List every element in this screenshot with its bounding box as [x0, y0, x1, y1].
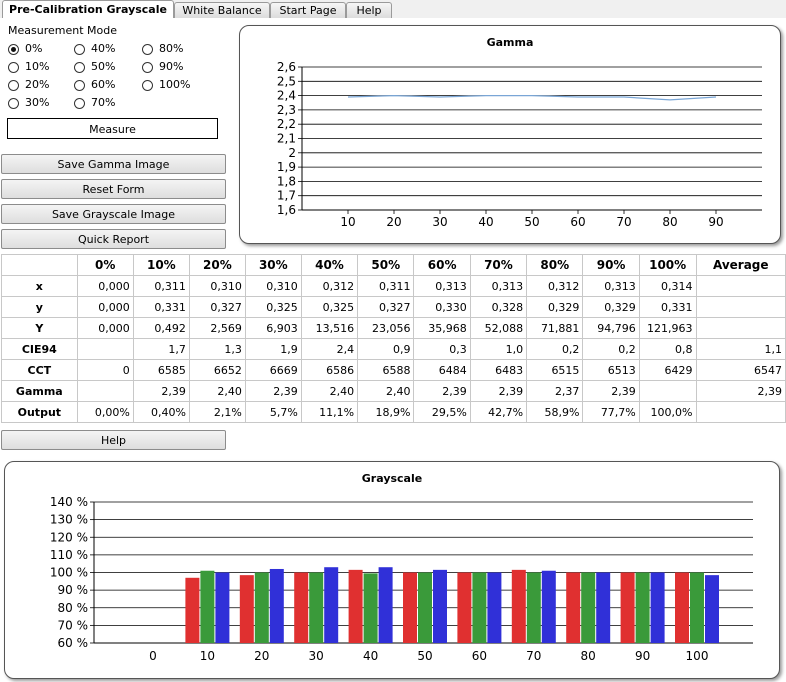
table-cell: 6429 — [639, 360, 696, 381]
table-header-cell: 90% — [583, 255, 639, 276]
table-cell: 0,8 — [639, 339, 696, 360]
tab-pre-calibration-grayscale[interactable]: Pre-Calibration Grayscale — [2, 0, 174, 19]
table-cell: 0,331 — [639, 297, 696, 318]
grayscale-x-tick-label: 50 — [417, 649, 433, 663]
table-cell: 1,0 — [470, 339, 526, 360]
table-cell: 1,7 — [133, 339, 189, 360]
table-cell: 2,39 — [414, 381, 470, 402]
table-cell: 13,516 — [301, 318, 357, 339]
table-row — [2, 318, 786, 339]
table-cell: 0,310 — [245, 276, 301, 297]
table-cell: 100,0% — [639, 402, 696, 423]
table-header-cell: 40% — [301, 255, 357, 276]
table-cell: 0,311 — [358, 276, 414, 297]
radio-label: 70% — [91, 96, 116, 109]
grayscale-bar — [457, 573, 471, 644]
table-cell: 0 — [77, 360, 133, 381]
grayscale-bar — [255, 573, 269, 644]
grayscale-y-tick-label: 70 % — [57, 618, 88, 633]
table-cell: 71,881 — [527, 318, 583, 339]
table-average-cell: 6547 — [696, 360, 786, 381]
table-cell: 0,329 — [527, 297, 583, 318]
radio-circle-icon — [142, 44, 153, 55]
grayscale-x-tick-label: 90 — [634, 649, 651, 663]
table-cell: 6515 — [527, 360, 583, 381]
table-header-cell: 50% — [358, 255, 414, 276]
table-cell: 0,325 — [245, 297, 301, 318]
grayscale-bar — [705, 575, 719, 643]
table-header-cell: 30% — [245, 255, 301, 276]
gamma-x-tick-label: 40 — [478, 215, 494, 229]
table-cell: 18,9% — [358, 402, 414, 423]
grayscale-chart — [5, 462, 779, 678]
table-cell: 5,7% — [245, 402, 301, 423]
grayscale-bar — [636, 573, 650, 644]
grayscale-y-tick-label: 120 % — [49, 530, 88, 545]
grayscale-bar — [240, 575, 254, 643]
save-grayscale-image-button[interactable]: Save Grayscale Image — [1, 204, 226, 224]
table-cell: 6669 — [245, 360, 301, 381]
table-cell: 0,313 — [583, 276, 639, 297]
grayscale-bar — [527, 573, 541, 644]
grayscale-bar — [185, 578, 199, 643]
table-cell: 0,3 — [414, 339, 470, 360]
grayscale-x-tick-label: 70 — [526, 649, 542, 663]
table-cell: 2,569 — [189, 318, 245, 339]
table-cell: 42,7% — [470, 402, 526, 423]
radio-circle-icon — [74, 44, 85, 55]
grayscale-bar — [675, 573, 689, 644]
table-row-label: Gamma — [2, 381, 78, 402]
tab-start-page[interactable]: Start Page — [270, 2, 346, 18]
table-cell: 0,492 — [133, 318, 189, 339]
radio-circle-icon — [8, 44, 19, 55]
radio-circle-icon — [74, 80, 85, 91]
table-cell — [639, 381, 696, 402]
table-cell: 2,1% — [189, 402, 245, 423]
table-cell: 0,000 — [77, 276, 133, 297]
table-cell: 0,313 — [414, 276, 470, 297]
radio-90[interactable] — [142, 60, 183, 74]
save-gamma-image-button[interactable]: Save Gamma Image — [1, 154, 226, 174]
table-cell: 6586 — [301, 360, 357, 381]
table-cell: 58,9% — [527, 402, 583, 423]
grayscale-bar — [294, 573, 308, 644]
grayscale-x-tick-label: 40 — [362, 649, 379, 663]
table-cell: 0,311 — [133, 276, 189, 297]
table-cell: 0,325 — [301, 297, 357, 318]
radio-label: 0% — [25, 42, 43, 55]
grayscale-chart-frame — [4, 461, 780, 679]
table-cell: 0,328 — [470, 297, 526, 318]
grayscale-x-tick-label: 0 — [149, 649, 157, 663]
table-row-label: Y — [2, 318, 78, 339]
gamma-x-tick-label: 20 — [386, 215, 402, 229]
gamma-series-line — [348, 96, 716, 100]
table-cell: 0,9 — [358, 339, 414, 360]
table-average-cell — [696, 297, 786, 318]
radio-60[interactable] — [74, 78, 115, 92]
grayscale-y-tick-label: 130 % — [49, 512, 88, 527]
table-header-cell: 100% — [639, 255, 696, 276]
radio-label: 90% — [159, 60, 184, 73]
help-button[interactable]: Help — [1, 430, 226, 450]
quick-report-button[interactable]: Quick Report — [1, 229, 226, 249]
radio-20[interactable] — [8, 78, 49, 92]
grayscale-bar — [487, 573, 501, 644]
table-average-cell — [696, 318, 786, 339]
table-average-cell — [696, 402, 786, 423]
table-cell: 0,330 — [414, 297, 470, 318]
grayscale-x-tick-label: 30 — [308, 649, 324, 663]
table-cell: 2,39 — [470, 381, 526, 402]
grayscale-bar — [324, 567, 338, 643]
gamma-x-tick-label: 70 — [616, 215, 632, 229]
grayscale-y-tick-label: 100 % — [49, 565, 88, 580]
gamma-chart-title: Gamma — [486, 36, 534, 49]
grayscale-bar — [349, 570, 363, 643]
gamma-y-tick-label: 2 — [288, 145, 296, 160]
table-cell: 6652 — [189, 360, 245, 381]
table-header-cell: 70% — [470, 255, 526, 276]
table-row — [2, 360, 786, 381]
grayscale-bar — [581, 573, 595, 644]
grayscale-bar — [512, 570, 526, 643]
table-cell: 2,39 — [133, 381, 189, 402]
table-cell: 6,903 — [245, 318, 301, 339]
table-cell: 29,5% — [414, 402, 470, 423]
grayscale-bar — [566, 573, 580, 644]
table-cell: 52,088 — [470, 318, 526, 339]
table-cell: 77,7% — [583, 402, 639, 423]
radio-label: 60% — [91, 78, 116, 91]
table-average-cell — [696, 276, 786, 297]
table-cell: 2,39 — [583, 381, 639, 402]
table-header-cell: 10% — [133, 255, 189, 276]
radio-label: 80% — [159, 42, 184, 55]
gamma-y-tick-label: 1,9 — [276, 160, 296, 175]
radio-80[interactable] — [142, 42, 183, 56]
gamma-y-tick-label: 1,7 — [276, 188, 296, 203]
radio-0[interactable] — [8, 42, 42, 56]
radio-10[interactable] — [8, 60, 49, 74]
table-cell: 0,2 — [527, 339, 583, 360]
gamma-x-tick-label: 80 — [662, 215, 678, 229]
grayscale-x-tick-label: 60 — [471, 649, 488, 663]
table-cell: 6513 — [583, 360, 639, 381]
table-cell: 1,9 — [245, 339, 301, 360]
radio-circle-icon — [142, 62, 153, 73]
radio-100[interactable] — [142, 78, 190, 92]
table-row — [2, 297, 786, 318]
table-cell: 0,327 — [358, 297, 414, 318]
table-header-cell — [2, 255, 78, 276]
measurement-table — [1, 254, 786, 423]
table-cell: 94,796 — [583, 318, 639, 339]
table-header-cell: 80% — [527, 255, 583, 276]
table-row — [2, 339, 786, 360]
radio-label: 30% — [25, 96, 50, 109]
radio-circle-icon — [8, 80, 19, 91]
table-cell — [77, 381, 133, 402]
gamma-chart-frame — [239, 25, 781, 244]
gamma-y-tick-label: 2,2 — [276, 117, 296, 132]
tab-bar — [0, 0, 786, 19]
grayscale-bar — [309, 573, 323, 644]
table-cell: 0,00% — [77, 402, 133, 423]
grayscale-y-tick-label: 110 % — [49, 547, 88, 562]
table-row-label: x — [2, 276, 78, 297]
grayscale-bar — [690, 573, 704, 644]
table-row-label: Output — [2, 402, 78, 423]
radio-label: 40% — [91, 42, 116, 55]
radio-label: 20% — [25, 78, 50, 91]
radio-label: 10% — [25, 60, 50, 73]
table-cell: 2,40 — [189, 381, 245, 402]
table-cell: 0,312 — [301, 276, 357, 297]
radio-70[interactable] — [74, 96, 115, 110]
table-cell: 2,40 — [358, 381, 414, 402]
table-row — [2, 381, 786, 402]
gamma-y-tick-label: 1,6 — [276, 203, 296, 217]
table-row — [2, 276, 786, 297]
radio-circle-icon — [74, 98, 85, 109]
radio-50[interactable] — [74, 60, 115, 74]
table-row-label: CCT — [2, 360, 78, 381]
table-cell: 0,313 — [470, 276, 526, 297]
table-cell: 121,963 — [639, 318, 696, 339]
gamma-y-tick-label: 2,4 — [276, 88, 296, 103]
gamma-y-tick-label: 1,8 — [276, 174, 296, 189]
radio-circle-icon — [74, 62, 85, 73]
tab-white-balance[interactable]: White Balance — [174, 2, 270, 18]
table-header-cell: 0% — [77, 255, 133, 276]
grayscale-bar — [621, 573, 635, 644]
table-cell: 0,331 — [133, 297, 189, 318]
radio-40[interactable] — [74, 42, 115, 56]
grayscale-bar — [364, 573, 378, 643]
radio-circle-icon — [142, 80, 153, 91]
grayscale-y-tick-label: 80 % — [57, 600, 88, 615]
reset-form-button[interactable]: Reset Form — [1, 179, 226, 199]
table-header-row — [2, 255, 786, 276]
table-cell: 6484 — [414, 360, 470, 381]
gamma-y-tick-label: 2,5 — [276, 74, 296, 89]
table-header-cell: Average — [696, 255, 786, 276]
table-cell: 0,312 — [527, 276, 583, 297]
grayscale-x-tick-label: 10 — [199, 649, 216, 663]
table-cell: 2,4 — [301, 339, 357, 360]
table-cell: 6585 — [133, 360, 189, 381]
table-average-cell: 2,39 — [696, 381, 786, 402]
table-cell — [77, 339, 133, 360]
grayscale-bar — [215, 573, 229, 644]
grayscale-bar — [542, 571, 556, 643]
table-cell: 0,40% — [133, 402, 189, 423]
grayscale-y-tick-label: 140 % — [49, 495, 88, 509]
measure-button[interactable]: Measure — [7, 118, 218, 139]
gamma-x-tick-label: 30 — [432, 215, 448, 229]
grayscale-x-tick-label: 100 — [685, 649, 709, 663]
grayscale-bar — [379, 567, 393, 643]
table-row — [2, 402, 786, 423]
table-cell: 0,000 — [77, 297, 133, 318]
gamma-x-tick-label: 50 — [524, 215, 540, 229]
radio-label: 100% — [159, 78, 191, 91]
grayscale-bar — [418, 573, 432, 644]
gamma-x-tick-label: 90 — [708, 215, 724, 229]
table-cell: 35,968 — [414, 318, 470, 339]
grayscale-bar — [651, 573, 665, 644]
table-cell: 11,1% — [301, 402, 357, 423]
measurement-mode-title: Measurement Mode — [8, 24, 117, 37]
table-cell: 1,3 — [189, 339, 245, 360]
gamma-y-tick-label: 2,6 — [276, 60, 296, 74]
table-cell: 2,39 — [245, 381, 301, 402]
radio-circle-icon — [8, 98, 19, 109]
grayscale-y-tick-label: 90 % — [57, 583, 88, 598]
grayscale-bar — [270, 569, 284, 643]
table-cell: 0,329 — [583, 297, 639, 318]
table-row-label: y — [2, 297, 78, 318]
tab-help[interactable]: Help — [346, 2, 392, 18]
radio-label: 50% — [91, 60, 116, 73]
grayscale-bar — [433, 570, 447, 643]
gamma-y-tick-label: 2,1 — [276, 131, 296, 146]
grayscale-chart-title: Grayscale — [361, 472, 423, 485]
radio-circle-icon — [8, 62, 19, 73]
table-cell: 0,2 — [583, 339, 639, 360]
gamma-x-tick-label: 10 — [340, 215, 356, 229]
table-cell: 6483 — [470, 360, 526, 381]
table-cell: 0,000 — [77, 318, 133, 339]
table-cell: 2,40 — [301, 381, 357, 402]
table-cell: 0,327 — [189, 297, 245, 318]
table-cell: 6588 — [358, 360, 414, 381]
grayscale-x-tick-label: 80 — [580, 649, 596, 663]
gamma-x-tick-label: 60 — [570, 215, 586, 229]
table-cell: 0,314 — [639, 276, 696, 297]
grayscale-bar — [472, 573, 486, 644]
gamma-chart — [240, 26, 780, 243]
table-header-cell: 20% — [189, 255, 245, 276]
table-cell: 0,310 — [189, 276, 245, 297]
grayscale-bar — [200, 571, 214, 643]
grayscale-bar — [596, 573, 610, 644]
table-average-cell: 1,1 — [696, 339, 786, 360]
table-row-label: CIE94 — [2, 339, 78, 360]
grayscale-y-tick-label: 60 % — [57, 636, 88, 650]
radio-30[interactable] — [8, 96, 49, 110]
table-header-cell: 60% — [414, 255, 470, 276]
table-cell: 2,37 — [527, 381, 583, 402]
gamma-y-tick-label: 2,3 — [276, 102, 296, 117]
grayscale-bar — [403, 573, 417, 644]
grayscale-x-tick-label: 20 — [254, 649, 270, 663]
table-cell: 23,056 — [358, 318, 414, 339]
